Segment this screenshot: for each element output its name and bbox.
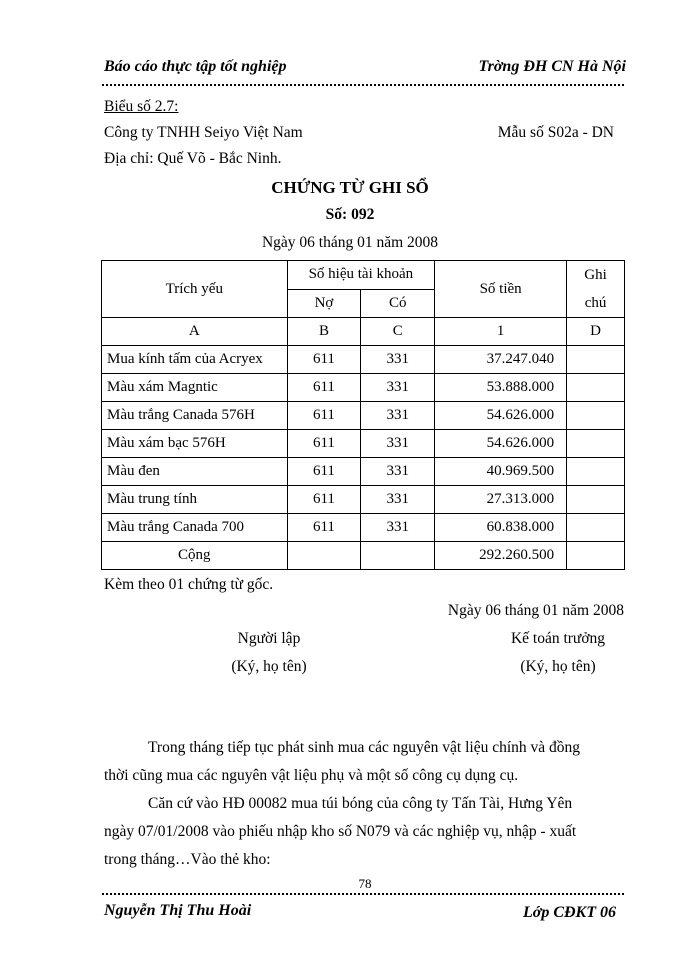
row-credit: 331 bbox=[361, 402, 435, 430]
header-note bbox=[567, 261, 625, 318]
document-number: Số: 092 bbox=[325, 206, 375, 223]
total-empty-credit bbox=[361, 542, 435, 570]
table-row bbox=[102, 514, 625, 542]
row-description: Màu trắng Canada 576H bbox=[102, 402, 288, 430]
row-description: Màu xám bạc 576H bbox=[102, 430, 288, 458]
table-total-row bbox=[102, 542, 625, 570]
row-amount: 37.247.040 bbox=[435, 346, 567, 374]
code-d: D bbox=[567, 318, 625, 346]
table-row bbox=[102, 346, 625, 374]
preparer-signature: (Ký, họ tên) bbox=[231, 658, 307, 675]
row-description: Màu trắng Canada 700 bbox=[102, 514, 288, 542]
header-description: Trích yếu bbox=[102, 261, 288, 318]
header-note-line2: chú bbox=[584, 295, 607, 311]
header-amount: Số tiền bbox=[435, 261, 567, 318]
table-row bbox=[102, 374, 625, 402]
row-amount: 54.626.000 bbox=[435, 402, 567, 430]
row-note bbox=[567, 486, 625, 514]
footer-class: Lớp CĐKT 06 bbox=[522, 904, 616, 921]
paragraph-2-line1: Căn cứ vào HĐ 00082 mua túi bóng của công ty Tấn Tài, Hưng Yên bbox=[148, 795, 573, 812]
row-amount: 60.838.000 bbox=[435, 514, 567, 542]
attachment-note: Kèm theo 01 chứng từ gốc. bbox=[104, 576, 274, 593]
preparer-title: Người lập bbox=[237, 630, 301, 647]
row-debit: 611 bbox=[287, 402, 361, 430]
row-note bbox=[567, 346, 625, 374]
code-a: A bbox=[102, 318, 288, 346]
row-note bbox=[567, 374, 625, 402]
row-credit: 331 bbox=[361, 346, 435, 374]
row-credit: 331 bbox=[361, 430, 435, 458]
company-name: Công ty TNHH Seiyo Việt Nam bbox=[104, 124, 303, 141]
company-address: Địa chỉ: Quế Võ - Bắc Ninh. bbox=[104, 150, 282, 167]
table-row bbox=[102, 402, 625, 430]
table-row bbox=[102, 430, 625, 458]
paragraph-2-line2: ngày 07/01/2008 vào phiếu nhập kho số N079 và các nghiệp vụ, nhập - xuất bbox=[104, 823, 577, 840]
header-debit: Nợ bbox=[287, 289, 361, 318]
header-credit: Có bbox=[361, 289, 435, 318]
header-note-line1: Ghi bbox=[584, 267, 607, 283]
row-note bbox=[567, 430, 625, 458]
voucher-table bbox=[101, 260, 625, 570]
paragraph-1-line2: thời cũng mua các nguyên vật liệu phụ và một số công cụ dụng cụ. bbox=[104, 767, 519, 784]
row-debit: 611 bbox=[287, 458, 361, 486]
row-amount: 54.626.000 bbox=[435, 430, 567, 458]
row-credit: 331 bbox=[361, 514, 435, 542]
code-1: 1 bbox=[435, 318, 567, 346]
code-c: C bbox=[361, 318, 435, 346]
table-code-row bbox=[102, 318, 625, 346]
total-empty-note bbox=[567, 542, 625, 570]
total-amount: 292.260.500 bbox=[435, 542, 567, 570]
paragraph-2-line3: trong tháng…Vào thẻ kho: bbox=[104, 851, 271, 868]
row-debit: 611 bbox=[287, 514, 361, 542]
chief-accountant-signature: (Ký, họ tên) bbox=[520, 658, 596, 675]
sign-date: Ngày 06 tháng 01 năm 2008 bbox=[447, 602, 624, 619]
row-description: Màu xám Magntic bbox=[102, 374, 288, 402]
row-debit: 611 bbox=[287, 486, 361, 514]
row-credit: 331 bbox=[361, 486, 435, 514]
total-label: Cộng bbox=[102, 542, 288, 570]
row-debit: 611 bbox=[287, 374, 361, 402]
code-b: B bbox=[287, 318, 361, 346]
row-debit: 611 bbox=[287, 430, 361, 458]
table-row bbox=[102, 458, 625, 486]
paragraph-2 bbox=[104, 790, 626, 874]
document-date: Ngày 06 tháng 01 năm 2008 bbox=[261, 234, 439, 251]
paragraph-1-line1: Trong tháng tiếp tục phát sinh mua các nguyên vật liệu chính và đồng bbox=[148, 739, 581, 756]
row-debit: 611 bbox=[287, 346, 361, 374]
table-row bbox=[102, 486, 625, 514]
header-divider bbox=[102, 84, 624, 86]
header-account-group: Số hiệu tài khoản bbox=[287, 261, 435, 290]
paragraph-1 bbox=[104, 734, 626, 790]
table-header-row bbox=[102, 261, 625, 290]
footer-author: Nguyễn Thị Thu Hoài bbox=[104, 902, 252, 919]
document-title: CHỨNG TỪ GHI SỔ bbox=[271, 178, 429, 197]
row-description: Màu trung tính bbox=[102, 486, 288, 514]
row-description: Mua kính tấm của Acryex bbox=[102, 346, 288, 374]
chief-accountant-title: Kế toán trưởng bbox=[510, 630, 606, 647]
total-empty-debit bbox=[287, 542, 361, 570]
row-note bbox=[567, 458, 625, 486]
row-credit: 331 bbox=[361, 458, 435, 486]
row-note bbox=[567, 514, 625, 542]
form-label: Biểu số 2.7: bbox=[104, 98, 179, 115]
header-school-name: Trờng ĐH CN Hà Nội bbox=[478, 58, 626, 75]
footer-divider bbox=[102, 893, 624, 895]
row-amount: 27.313.000 bbox=[435, 486, 567, 514]
row-note bbox=[567, 402, 625, 430]
form-number: Mẫu số S02a - DN bbox=[497, 124, 614, 141]
row-amount: 40.969.500 bbox=[435, 458, 567, 486]
row-amount: 53.888.000 bbox=[435, 374, 567, 402]
page-number: 78 bbox=[358, 876, 372, 891]
row-credit: 331 bbox=[361, 374, 435, 402]
row-description: Màu đen bbox=[102, 458, 288, 486]
header-report-title: Báo cáo thực tập tốt nghiệp bbox=[104, 58, 287, 75]
